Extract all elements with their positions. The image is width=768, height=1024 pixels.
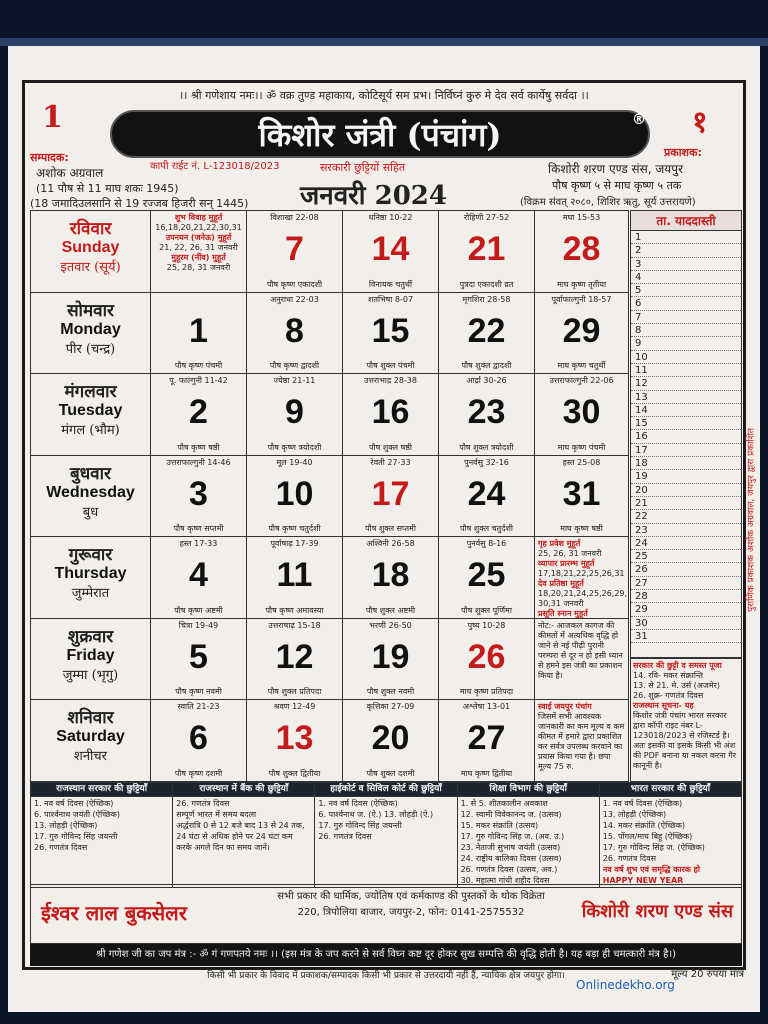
muhurat-line: उपनयन (जनेऊ) मुहूर्त <box>165 233 232 242</box>
bookseller-name: ईश्वर लाल बुकसेलर <box>41 901 187 925</box>
memo-line[interactable]: 6 <box>631 297 741 310</box>
memo-line[interactable]: 19 <box>631 470 741 483</box>
weekday-alt: मंगल (भौम) <box>61 423 120 439</box>
notice-line: 13. से 21. मे. उर्स (अजमेर) <box>633 681 721 690</box>
date-cell <box>151 292 247 374</box>
tithi: माघ कृष्ण पंचमी <box>557 442 606 452</box>
nakshatra: विशाखा 22-08 <box>270 213 319 222</box>
info-note-text: जिसमें सभी आवश्यक जानकारी का कम मूल्य व कम कीमत में हमारे द्वारा प्रकाशित कर सर्वत्र उपलब्ध करवाने का प्रयास किया गया है। छपा मूल्य 75 रु. <box>538 712 625 772</box>
weekday-header <box>31 537 151 619</box>
holiday-header: शिक्षा विभाग की छुट्टियाँ <box>457 783 599 797</box>
tithi: पौष शुक्ल अष्टमी <box>365 605 416 615</box>
date-number: 28 <box>562 230 601 268</box>
holiday-item: 17. गुरु गोविन्द सिंह ज. (ऐच्छिक) <box>602 843 705 852</box>
holiday-item: 17. गुरु गोविन्द सिंह जयन्ती <box>34 832 118 841</box>
holiday-table <box>30 782 742 888</box>
holiday-header: भारत सरकार की छुट्टियाँ <box>599 783 741 797</box>
tithi: पौष कृष्ण चतुर्दशी <box>268 524 321 534</box>
date-cell <box>247 700 343 782</box>
weekday-header <box>31 618 151 700</box>
info-note <box>535 618 629 700</box>
nakshatra: अश्लेषा 13-01 <box>462 702 511 712</box>
memo-line[interactable]: 5 <box>631 284 741 297</box>
weekday-header <box>31 455 151 537</box>
samvat: (विक्रम संवत् २०८०, शिशिर ऋतु, सूर्य उत्तरायणे) <box>520 197 696 208</box>
memo-line[interactable]: 31 <box>631 630 741 643</box>
holiday-item: 17. गुरु गोविन्द सिंह ज. (अव. उ.) <box>460 832 565 841</box>
paksha-range: पौष कृष्ण ५ से माघ कृष्ण ५ तक <box>552 179 682 192</box>
holiday-item: 26. गणतंत्र दिवस (उत्सव, अव.) <box>460 865 558 874</box>
nakshatra: आर्द्रा 30-26 <box>466 376 507 386</box>
nakshatra: उत्तराफाल्गुनी 14-46 <box>166 457 231 467</box>
nakshatra: मृगशिरा 28-58 <box>462 294 511 304</box>
tithi: पौष शुक्ल पूर्णिमा <box>461 605 512 615</box>
date-number: 10 <box>275 474 314 513</box>
date-number: 11 <box>276 556 313 595</box>
muhurat-line: देव प्रतिष्ठा मुहूर्त <box>538 579 584 589</box>
date-number: 5 <box>189 637 208 676</box>
date-number: 3 <box>189 474 208 513</box>
tithi: पौष शुक्ल प्रतिपदा <box>267 687 322 697</box>
nakshatra: मूल 19-40 <box>276 457 313 467</box>
holiday-item: 15. पोंगल/माघ बिहू (ऐच्छिक) <box>602 832 693 841</box>
holiday-item: अर्द्धरात्रि 0 से 12 बजे बाद 13 से 24 तक, <box>176 821 305 830</box>
tithi: पौष शुक्ल पंचमी <box>366 361 415 371</box>
memo-line[interactable]: 8 <box>631 324 741 337</box>
vertical-note-text: पुराणिक प्रकाशक अशोक अग्रवाल, जयपुर द्वारा प्रकाशित <box>746 427 757 613</box>
editor-name: अशोक अग्रवाल <box>36 166 104 180</box>
holiday-item: 1. नव वर्ष दिवस (ऐच्छिक) <box>318 799 398 808</box>
notice-subtitle: राजस्थान सूचना- यह <box>633 701 694 710</box>
tithi: पौष कृष्ण एकादशी <box>266 279 323 289</box>
memo-line[interactable]: 3 <box>631 258 741 271</box>
nakshatra: ज्येष्ठा 21-11 <box>273 376 316 386</box>
holiday-column <box>315 797 457 888</box>
nakshatra: उत्तराफाल्गुनी 22-06 <box>549 376 614 386</box>
date-number: 15 <box>371 311 410 350</box>
memo-box <box>630 210 742 658</box>
memo-line[interactable]: 7 <box>631 311 741 324</box>
weekday-alt: इतवार (सूर्य) <box>60 260 121 275</box>
muhurat-line: प्रसूति स्नान मुहूर्त <box>538 609 588 619</box>
date-number: 13 <box>275 719 314 758</box>
publisher-footer: किशोरी शरण एण्ड संस <box>581 901 733 922</box>
date-number: 6 <box>189 719 208 758</box>
date-cell <box>247 618 343 700</box>
date-cell <box>343 618 439 700</box>
weekday-alt: जुम्मा (भृगु) <box>62 667 119 683</box>
memo-line[interactable]: 10 <box>631 351 741 364</box>
memo-line[interactable]: 1 <box>631 231 741 244</box>
memo-line[interactable]: 20 <box>631 484 741 497</box>
nakshatra: पुनर्वसु 32-16 <box>464 457 509 467</box>
tithi: पौष कृष्ण त्रयोदशी <box>267 442 322 452</box>
date-number: 18 <box>371 556 410 595</box>
date-cell <box>247 211 343 293</box>
nakshatra: भरणी 26-50 <box>369 620 412 630</box>
nakshatra: पू. फाल्गुनी 11-42 <box>169 376 228 386</box>
date-number: 21 <box>467 230 506 268</box>
memo-title: ता. याददास्ती <box>631 211 741 231</box>
muhurat-note <box>535 537 629 619</box>
memo-line[interactable]: 28 <box>631 590 741 603</box>
memo-line[interactable]: 17 <box>631 444 741 457</box>
tithi: पौष शुक्ल षष्ठी <box>369 442 412 452</box>
date-cell <box>343 700 439 782</box>
tithi: पौष शुक्ल चतुर्दशी <box>460 524 513 534</box>
memo-line[interactable]: 14 <box>631 404 741 417</box>
date-cell <box>151 374 247 456</box>
muhurat-line: 18,20,21,24,25,26,29, <box>538 589 628 599</box>
holiday-item: 15. मकर संक्रांति (उत्सव) <box>460 821 539 830</box>
date-cell <box>439 700 535 782</box>
weekday-alt: शनीचर <box>74 749 107 765</box>
holiday-item: 12. स्वामी विवेकानन्द ज. (उत्सव) <box>460 810 562 819</box>
holiday-header: हाईकोर्ट व सिविल कोर्ट की छुट्टियाँ <box>315 783 457 797</box>
date-cell <box>343 537 439 619</box>
weekday-alt: पीर (चन्द्र) <box>65 341 116 357</box>
nakshatra: हस्त 17-33 <box>179 539 218 549</box>
memo-line[interactable]: 30 <box>631 617 741 630</box>
date-number: 2 <box>189 393 208 432</box>
memo-line[interactable]: 29 <box>631 603 741 616</box>
holidays-note: सरकारी छुट्टियों सहित <box>320 161 406 174</box>
memo-line[interactable]: 26 <box>631 563 741 576</box>
publisher-label: प्रकाशक: <box>664 146 702 159</box>
notice-line: 26. शुक्र- गणतंत्र दिवस <box>633 691 704 700</box>
holiday-item: 13. लोहड़ी (ऐच्छिक) <box>34 821 98 830</box>
muhurat-line: शुभ विवाह मुहूर्त <box>174 213 223 222</box>
date-cell <box>535 292 629 374</box>
date-number: 26 <box>467 637 506 676</box>
nakshatra: पुष्य 10-28 <box>467 620 506 630</box>
tithi: पौष शुक्ल त्रयोदशी <box>459 442 514 452</box>
holiday-item: HAPPY NEW YEAR <box>602 876 684 885</box>
date-number: 4 <box>189 556 208 595</box>
ganesh-mantra: ।। श्री गणेशाय नमः।। ॐ वक्र तुण्ड महाकाय, कोटिसूर्य सम प्रभ। निर्विघ्नं कुरु मे देव सर्व कार्येषु सर्वदा ।। <box>179 89 589 102</box>
tithi: माघ कृष्ण तृतीया <box>556 279 607 289</box>
holiday-item: 24. राष्ट्रीय बालिका दिवस (उत्सव) <box>460 854 562 863</box>
tithi: पौष कृष्ण द्वादशी <box>269 361 320 371</box>
copyright: कापी राईट नं. L-123018/2023 <box>150 161 280 172</box>
date-cell <box>151 537 247 619</box>
memo-line[interactable]: 16 <box>631 430 741 443</box>
tithi: पुत्रदा एकादशी व्रत <box>459 279 514 289</box>
date-number: 16 <box>371 393 410 432</box>
date-number: 31 <box>562 474 601 513</box>
memo-line[interactable]: 21 <box>631 497 741 510</box>
tithi: पौष कृष्ण षष्ठी <box>177 442 220 452</box>
title-banner <box>110 110 650 158</box>
date-cell <box>151 618 247 700</box>
notice-text: किशोर जंत्री पंचांग भारत सरकार द्वारा कॉपी राइट नंबर L-123018/2023 से रजिस्टर्ड है। अतः इसकी या इसके किसी भी अंश की PDF बनाना या नकल करना गैर कानूनी है। <box>633 711 737 770</box>
nakshatra: कृत्तिका 27-09 <box>366 702 415 712</box>
date-cell <box>439 537 535 619</box>
date-cell <box>439 374 535 456</box>
muhurat-line: 21, 22, 26, 31 जनवरी <box>159 243 238 252</box>
holiday-item: 26. गणतंत्र दिवस <box>602 854 656 863</box>
date-cell <box>535 211 629 293</box>
date-cell <box>247 374 343 456</box>
date-cell <box>535 374 629 456</box>
top-background <box>0 0 768 38</box>
holiday-item: 14. मकर संक्रांति (ऐच्छिक) <box>602 821 685 830</box>
nakshatra: धनिष्ठा 10-22 <box>368 213 413 222</box>
date-number: 17 <box>371 474 410 513</box>
address-line: 220, त्रिपोलिया बाजार, जयपुर-2, फोन: 0141-2575532 <box>297 907 525 918</box>
weekday-en: Friday <box>66 646 115 664</box>
tithi: माघ कृष्ण द्वितीया <box>460 769 513 778</box>
tithi: पौष कृष्ण अष्टमी <box>174 605 223 615</box>
date-cell <box>439 618 535 700</box>
memo-line[interactable]: 24 <box>631 537 741 550</box>
memo-line[interactable]: 2 <box>631 244 741 257</box>
tithi: पौष कृष्ण अमावस्या <box>265 605 324 615</box>
info-note-title: स्वाई जयपुर पंचांग <box>538 702 592 712</box>
muhurat-line: गृह प्रवेश मुहूर्त <box>538 539 581 549</box>
tithi: पौष शुक्ल नवमी <box>366 687 415 697</box>
date-cell <box>151 455 247 537</box>
memo-line[interactable]: 23 <box>631 524 741 537</box>
weekday-hi: मंगलवार <box>64 382 117 403</box>
holiday-item: 17. गुरु गोविन्द सिंह जयन्ती <box>318 821 402 830</box>
holiday-header: राजस्थान में बैंक की छुट्टियाँ <box>173 783 315 797</box>
holiday-header: राजस्थान सरकार की छुट्टियाँ <box>31 783 173 797</box>
holiday-item: 26. गणतंत्र दिवस <box>318 832 372 841</box>
month-title: जनवरी 2024 <box>300 181 447 211</box>
memo-line[interactable]: 22 <box>631 510 741 523</box>
muhurat-line: व्यापार प्रारम्भ मुहूर्त <box>538 559 595 569</box>
holiday-item: 24 घंटा से अधिक होने पर 24 घंटा कम <box>176 832 293 841</box>
address-line: सभी प्रकार की धार्मिक, ज्योतिष एवं कर्मकाण्ड की पुस्तकों के थोक विक्रेता <box>277 891 545 902</box>
nakshatra: पूर्वाफाल्गुनी 18-57 <box>551 294 612 304</box>
weekday-hi: बुधवार <box>70 463 111 484</box>
weekday-hi: गुरूवार <box>68 545 113 566</box>
muhurat-line: मुहूरम (नींव) मुहूर्त <box>171 253 226 262</box>
nakshatra: चित्रा 19-49 <box>178 620 219 630</box>
nakshatra: रेवती 27-33 <box>370 457 411 467</box>
notice-line: 14. रवि- मकर संक्रान्ति <box>633 671 703 680</box>
nakshatra: पुनर्वसु 8-16 <box>466 539 507 549</box>
nakshatra: उत्तराभाद्र 28-38 <box>364 376 417 386</box>
tithi: माघ कृष्ण चतुर्थी <box>557 361 606 371</box>
muhurat-line: 17,18,21,22,25,26,31 <box>538 569 625 579</box>
nakshatra: श्रवण 12-49 <box>273 702 316 712</box>
weekday-hi: शनिवार <box>67 708 114 729</box>
holiday-item: 13. लोहड़ी (ऐच्छिक) <box>602 810 667 819</box>
tithi: माघ कृष्ण प्रतिपदा <box>459 687 514 697</box>
memo-line[interactable]: 11 <box>631 364 741 377</box>
registered-mark: ® <box>632 112 646 128</box>
date-cell <box>343 292 439 374</box>
tithi: पौष शुक्ल सप्तमी <box>365 524 416 534</box>
nakshatra: अनुराधा 22-03 <box>270 294 319 304</box>
date-cell <box>247 537 343 619</box>
holiday-item: 26. गणतंत्र दिवस <box>34 843 88 852</box>
muhurat-line: 16,18,20,21,22,30,31 <box>155 223 242 232</box>
weekday-alt: बुध <box>82 504 99 520</box>
era-shaka: (11 पौष से 11 माघ शकः 1945) <box>36 182 179 195</box>
memo-line[interactable]: 9 <box>631 337 741 350</box>
weekday-en: Tuesday <box>58 402 123 420</box>
notice-box <box>630 658 742 782</box>
tithi: माघ कृष्ण षष्ठी <box>560 524 603 534</box>
holiday-item: 30. महात्मा गांधी शहीद दिवस <box>460 876 550 885</box>
muhurat-line: 30,31 जनवरी <box>538 599 584 609</box>
weekday-hi: रविवार <box>69 219 112 239</box>
date-number: 12 <box>275 637 314 676</box>
weekday-hi: शुक्रवार <box>67 626 114 647</box>
weekday-alt: जुम्मेरात <box>71 586 110 602</box>
memo-line[interactable]: 15 <box>631 417 741 430</box>
date-number: 8 <box>285 311 304 350</box>
holiday-column <box>457 797 599 888</box>
ganesh-strip: श्री गणेश जी का जप मंत्र :- ॐ गं गणपतये नमः ।। (इस मंत्र के जप करने से सर्व विघ्न कष्ट दूर होकर सुख सम्पत्ति की वृद्धि होती है। यह बड़ा ही चमत्कारी मंत्र है।) <box>30 944 742 966</box>
weekday-en: Saturday <box>56 728 125 746</box>
tithi: पौष शुक्ल द्वितीया <box>268 769 321 778</box>
weekday-hi: सोमवार <box>67 300 114 321</box>
holiday-column <box>599 797 741 888</box>
vertical-note <box>740 240 760 800</box>
holiday-item: सम्पूर्ण भारत में समय बदला <box>176 810 257 819</box>
date-number: 7 <box>285 230 304 268</box>
nakshatra: स्वाति 21-23 <box>177 702 220 712</box>
holiday-item: 26. गणतंत्र दिवस <box>176 799 230 808</box>
editor-label: सम्पादक: <box>30 151 69 164</box>
date-number: 9 <box>285 393 304 432</box>
holiday-item: 6. पार्श्वनाथ ज. (ऐ.) 13. लोहड़ी (ऐ.) <box>318 810 434 819</box>
page-number-left: 1 <box>42 100 63 135</box>
date-cell <box>439 211 535 293</box>
nakshatra: मघा 15-53 <box>562 213 601 222</box>
tithi: पौष कृष्ण नवमी <box>175 687 222 697</box>
tithi: पौष शुक्ल दशमी <box>366 769 415 778</box>
bookseller-address <box>261 889 561 921</box>
memo-line[interactable]: 25 <box>631 550 741 563</box>
nakshatra: पूर्वाषाढ़ 17-39 <box>270 539 319 549</box>
date-number: 24 <box>467 474 506 513</box>
date-number: 20 <box>371 719 410 758</box>
date-number: 30 <box>562 393 601 432</box>
date-number: 23 <box>467 393 506 432</box>
date-number: 25 <box>467 556 506 595</box>
memo-line[interactable]: 27 <box>631 577 741 590</box>
disclaimer: किसी भी प्रकार के विवाद में प्रकाशक/सम्पादक किसी भी प्रकार से उत्तरदायी नहीं हैं, न्यायिक क्षेत्र जयपुर होगा। <box>207 971 565 981</box>
holiday-item: 1. नव वर्ष दिवस (ऐच्छिक) <box>602 799 683 808</box>
tithi: पौष कृष्ण दशमी <box>174 769 223 778</box>
memo-line[interactable]: 4 <box>631 271 741 284</box>
holiday-item: 6. पार्श्वनाथ जयंती (ऐच्छिक) <box>34 810 120 819</box>
date-number: 1 <box>189 311 208 350</box>
date-number: 22 <box>467 311 506 350</box>
weekday-header <box>31 700 151 782</box>
holiday-column <box>31 797 173 888</box>
info-note <box>535 700 629 782</box>
tithi: पौष शुक्ल द्वादशी <box>461 361 512 371</box>
nakshatra: उत्तराषाढ़ 15-18 <box>268 620 321 630</box>
memo-line[interactable]: 12 <box>631 377 741 390</box>
calendar-grid <box>30 210 629 782</box>
holiday-item: 1. से 5. शीतकालीन अवकाश <box>460 799 548 808</box>
nakshatra: अश्विनी 26-58 <box>366 539 415 549</box>
date-cell <box>343 455 439 537</box>
tithi: पौष कृष्ण पंचमी <box>174 361 223 371</box>
holiday-item: करके अगले दिन का समय जानें। <box>176 843 270 852</box>
date-cell <box>247 455 343 537</box>
muhurat-line: 25, 28, 31 जनवरी <box>166 263 231 272</box>
date-cell <box>247 292 343 374</box>
calendar-title: किशोर जंत्री (पंचांग) <box>258 116 502 154</box>
date-cell <box>343 211 439 293</box>
price: मूल्य 20 रुपया मात्र <box>671 969 744 980</box>
date-cell <box>535 455 629 537</box>
holiday-item: 23. नेताजी सुभाष जयंती (उत्सव) <box>460 843 561 852</box>
date-cell <box>439 455 535 537</box>
page-number-right: १ <box>692 105 708 140</box>
memo-line[interactable]: 18 <box>631 457 741 470</box>
weekday-header <box>31 374 151 456</box>
date-number: 27 <box>467 719 506 758</box>
holiday-column <box>173 797 315 888</box>
weekday-header <box>31 292 151 374</box>
nakshatra: रोहिणी 27-52 <box>463 213 510 222</box>
sunday-muhurat-note <box>151 211 247 293</box>
weekday-en: Monday <box>60 320 121 338</box>
era-hijri: (18 जमादिउलसानि से 19 रज्जब हिजरी सन् 1445) <box>30 197 249 210</box>
nakshatra: हस्त 25-08 <box>562 457 601 467</box>
publisher-name: किशोरी शरण एण्ड संस, जयपुर <box>548 162 683 176</box>
notice-title: सरकार की छुट्टी व समस्त पूजा <box>633 661 722 670</box>
footer-box <box>30 884 742 944</box>
date-cell <box>439 292 535 374</box>
weekday-en: Sunday <box>61 239 120 256</box>
date-number: 19 <box>371 637 410 676</box>
holiday-item: नव वर्ष शुभ एवं समृद्धि कारक हो <box>602 865 700 874</box>
date-number: 29 <box>562 311 601 350</box>
info-note-text: नोट:- आजकल कागज की कीमतों में अत्यधिक वृद्धि हो जाने से नई पीढ़ी पुरानी परम्परा से दूर न हो इसी ध्यान से हमने इस जंत्री का प्रकाशन किया है। <box>538 620 623 680</box>
tithi: पौष कृष्ण सप्तमी <box>173 524 224 534</box>
watermark: Onlinedekho.org <box>576 978 675 992</box>
date-number: 14 <box>371 230 410 268</box>
holiday-item: 1. नव वर्ष दिवस (ऐच्छिक) <box>34 799 114 808</box>
weekday-en: Thursday <box>54 565 127 583</box>
weekday-en: Wednesday <box>46 483 135 501</box>
muhurat-line: 25, 26, 31 जनवरी <box>538 549 602 559</box>
weekday-header <box>31 211 151 293</box>
date-cell <box>343 374 439 456</box>
tithi: विनायक चतुर्थी <box>368 279 413 289</box>
memo-line[interactable]: 13 <box>631 391 741 404</box>
nakshatra: शतभिषा 8-07 <box>367 294 414 304</box>
frame-edge <box>0 38 768 46</box>
date-cell <box>151 700 247 782</box>
